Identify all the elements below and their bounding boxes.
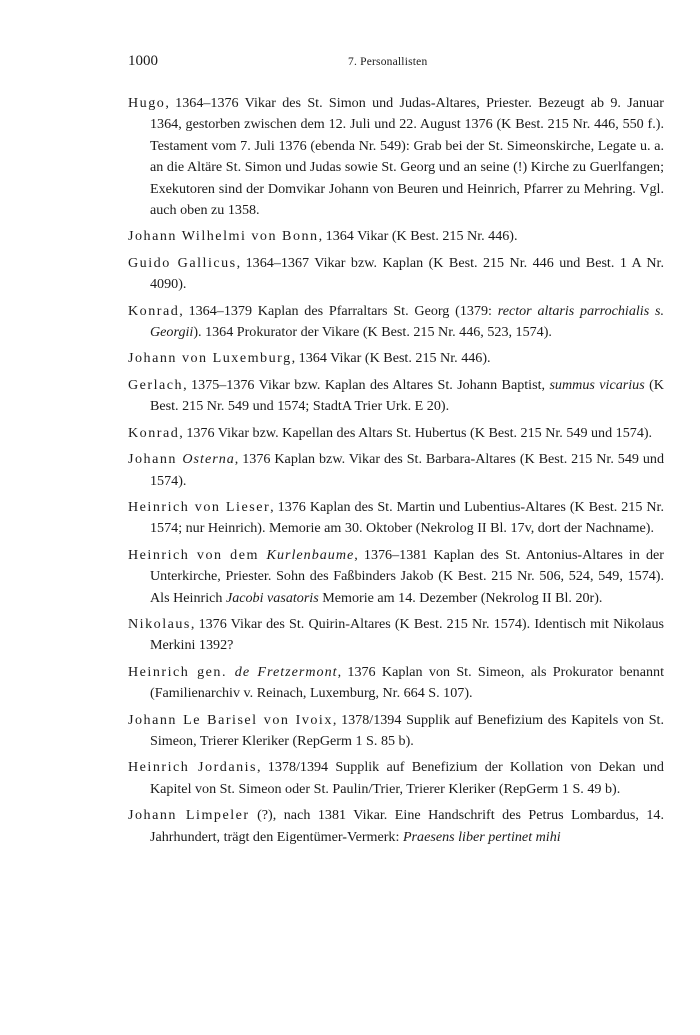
entry-name — [128, 451, 235, 467]
entry-text: , 1376 Kaplan des St. Martin und Lubentius-Altares (K Best. 215 Nr. 1574; nur Heinrich). Memorie am 30. Oktober (Nekrolog II Bl. 17v, dort der Nachname). — [150, 498, 664, 537]
page-number: 1000 — [128, 53, 158, 69]
entry-name-italic: Kurlenbaume — [266, 546, 355, 563]
entry-name: Konrad — [128, 302, 180, 319]
entry-name: Gerlach — [128, 376, 184, 393]
entry-name-italic: de Fretzermont — [234, 663, 338, 680]
entry-name: Johann Le Barisel von Ivoix — [128, 711, 333, 728]
entry-name — [128, 547, 354, 563]
entry-name-italic: Osterna — [182, 451, 235, 468]
entry-latin-quote: Jacobi vasatoris — [225, 589, 319, 606]
entry-text: , 1378/1394 Supplik auf Benefizium des Kapitels von St. Simeon, Trierer Kleriker (RepGerm 1 S. 85 b). — [150, 711, 664, 749]
entry-johann-le-barisel — [128, 710, 664, 753]
entry-johann-wilhelmi — [128, 226, 664, 247]
entry-text: ). 1364 Prokurator der Vikare (K Best. 215 Nr. 446, 523, 1574). — [193, 324, 552, 341]
entry-johann-luxemburg — [128, 348, 664, 369]
entry-text: , 1364–1367 Vikar bzw. Kaplan (K Best. 215 Nr. 446 und Best. 1 A Nr. 4090). — [150, 254, 664, 293]
entry-name-part: Heinrich von dem — [128, 546, 267, 563]
entry-name: Konrad — [128, 424, 180, 441]
entry-text: , 1376–1381 Kaplan des St. Antonius-Altares in der Unterkirche, Priester. Sohn des Faßbinders Jakob (K Best. 215 Nr. 506, 524, 549, 1574). Als Heinrich — [150, 546, 664, 606]
entry-name-part: Heinrich gen. — [128, 663, 235, 680]
entry-text: (?), nach 1381 Vikar. Eine Handschrift des Petrus Lombardus, 14. Jahrhundert, trägt den Eigentümer-Vermerk: — [150, 807, 665, 845]
entry-latin-quote: rector altaris parrochialis s. Georgii — [150, 302, 664, 341]
entry-konrad-1 — [128, 301, 664, 344]
entry-text: , 1376 Kaplan von St. Simeon, als Prokurator benannt (Familienarchiv v. Reinach, Luxemburg, Nr. 664 S. 107). — [150, 663, 664, 702]
entry-johann-limpeler — [128, 805, 664, 848]
entry-text: , 1376 Vikar des St. Quirin-Altares (K Best. 215 Nr. 1574). Identisch mit Nikolaus Merkini 1392? — [150, 615, 664, 654]
entry-name: Nikolaus — [128, 615, 191, 632]
entry-text: , 1375–1376 Vikar bzw. Kaplan des Altares St. Johann Baptist, — [183, 376, 550, 393]
entry-text: , 1376 Kaplan bzw. Vikar des St. Barbara-Altares (K Best. 215 Nr. 549 und 1574). — [150, 451, 665, 489]
entry-johann-osterna — [128, 449, 664, 492]
entry-name: Heinrich von Lieser — [128, 498, 271, 515]
entry-text: , 1364–1376 Vikar des St. Simon und Judas-Altares, Priester. Bezeugt ab 9. Januar 1364, gestorben zwischen dem 12. Juli und 22. August 1376 (K Best. 215 Nr. 446, 550 f.). Testament vom 7. Juli 1376 (ebenda Nr. 549): Grab bei der St. Simeonskirche, Legate u. a. an die Altäre St. Simon und Judas sowie St. Georg und an seine (!) Kirche zu Guerlfangen; Exekutoren sind der Domvikar Johann von Beuren und Heinrich, Pfarrer zu Mehring. Vgl. auch oben zu 1358. — [150, 95, 664, 219]
entry-text: , 1364–1379 Kaplan des Pfarraltars St. Georg (1379: — [179, 302, 498, 319]
entry-heinrich-fretzermont — [128, 662, 664, 705]
entry-latin-quote: Praesens liber pertinet mihi — [402, 828, 561, 845]
entry-gerlach — [128, 375, 664, 418]
entry-name-part: Johann — [128, 451, 183, 468]
entry-name: Heinrich Jordanis — [128, 759, 258, 776]
entry-text: Memorie am 14. Dezember (Nekrolog II Bl. 20r). — [318, 589, 603, 606]
entry-latin-quote: summus vicarius — [549, 376, 645, 393]
entry-name: Johann von Luxemburg — [128, 350, 292, 367]
entry-heinrich-jordanis — [128, 757, 664, 800]
entry-name: Hugo — [128, 95, 166, 111]
running-title: 7. Personallisten — [348, 56, 428, 68]
entry-name: Johann Limpeler — [128, 807, 250, 824]
entry-text: , 1364 Vikar (K Best. 215 Nr. 446). — [291, 350, 491, 367]
entry-list — [128, 93, 664, 853]
entry-text: , 1364 Vikar (K Best. 215 Nr. 446). — [318, 228, 518, 245]
entry-name: Johann Wilhelmi von Bonn — [128, 228, 319, 245]
entry-text: , 1378/1394 Supplik auf Benefizium der Kollation von Dekan und Kapitel von St. Simeon oder St. Paulin/Trier, Trierer Kleriker (RepGerm 1 S. 49 b). — [150, 759, 664, 797]
entry-heinrich-kurlenbaume — [128, 545, 664, 609]
entry-name: Guido Gallicus — [128, 254, 237, 271]
entry-name — [128, 664, 338, 680]
entry-hugo — [128, 93, 664, 221]
entry-nikolaus — [128, 614, 664, 657]
entry-konrad-2 — [128, 423, 664, 444]
entry-text: (K Best. 215 Nr. 549 und 1574; StadtA Trier Urk. E 20). — [150, 376, 664, 415]
entry-heinrich-lieser — [128, 497, 664, 540]
entry-text: , 1376 Vikar bzw. Kapellan des Altars St. Hubertus (K Best. 215 Nr. 549 und 1574). — [179, 424, 653, 441]
entry-guido-gallicus — [128, 253, 664, 296]
